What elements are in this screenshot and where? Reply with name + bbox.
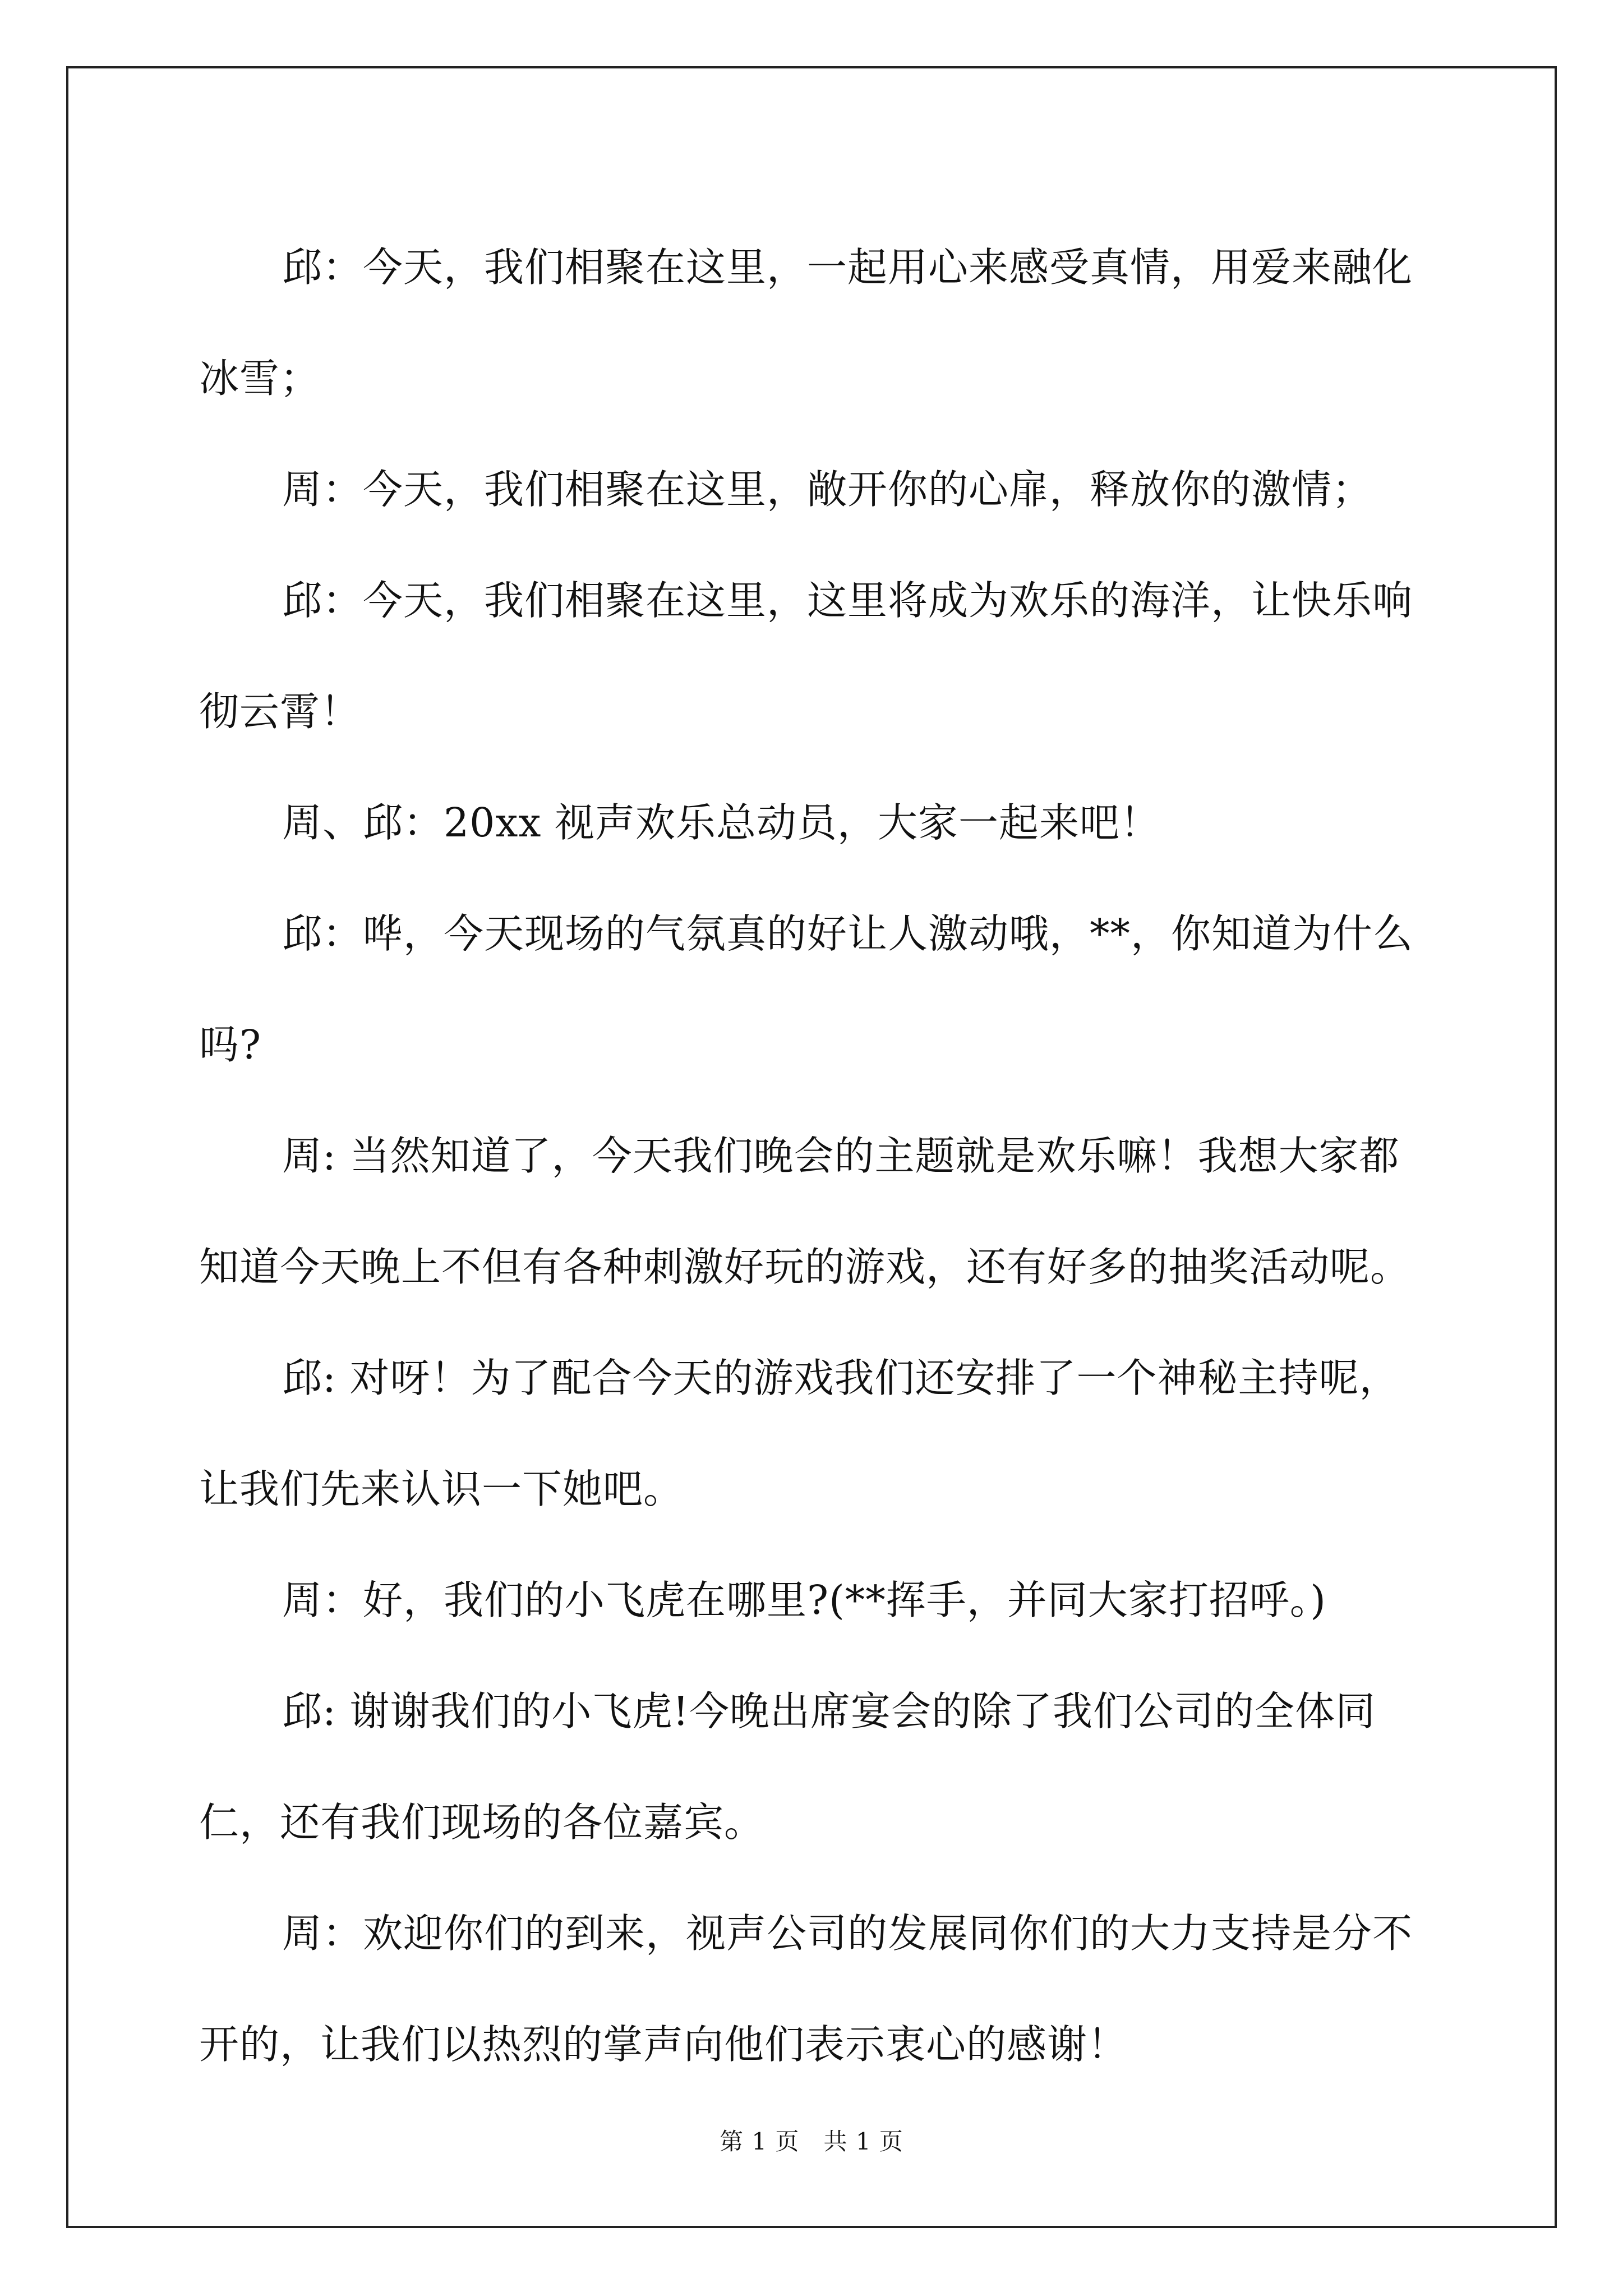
paragraph: 邱：今天，我们相聚在这里，一起用心来感受真情，用爱来融化冰雪； <box>199 244 1413 402</box>
document-body <box>199 212 1424 2100</box>
paragraph: 邱: 谢谢我们的小飞虎!今晚出席宴会的除了我们公司的全体同仁，还有我们现场的各位嘉宾。 <box>199 1688 1376 1846</box>
paragraph: 周、邱：20xx 视声欢乐总动员，大家一起来吧！ <box>282 799 1160 846</box>
paragraph: 周: 当然知道了，今天我们晚会的主题就是欢乐嘛！我想大家都知道今天晚上不但有各种刺激好玩的游戏，还有好多的抽奖活动呢。 <box>199 1133 1411 1290</box>
paragraph: 周：今天，我们相聚在这里，敞开你的心扉，释放你的激情； <box>282 466 1373 513</box>
paragraph: 邱：哗，今天现场的气氛真的好让人激动哦，**，你知道为什么吗? <box>199 910 1414 1068</box>
paragraph: 周：好，我们的小飞虎在哪里?(**挥手，并同大家打招呼。) <box>282 1577 1326 1623</box>
paragraph: 周：欢迎你们的到来，视声公司的发展同你们的大力支持是分不开的，让我们以热烈的掌声向他们表示衷心的感谢！ <box>199 1910 1413 2068</box>
paragraph: 邱：今天，我们相聚在这里，这里将成为欢乐的海洋，让快乐响彻云霄！ <box>199 577 1413 735</box>
page-number-footer: 第 1 页 共 1 页 <box>720 2128 903 2155</box>
paragraph: 邱: 对呀！为了配合今天的游戏我们还安排了一个神秘主持呢，让我们先来认识一下她吧。 <box>199 1355 1400 1512</box>
